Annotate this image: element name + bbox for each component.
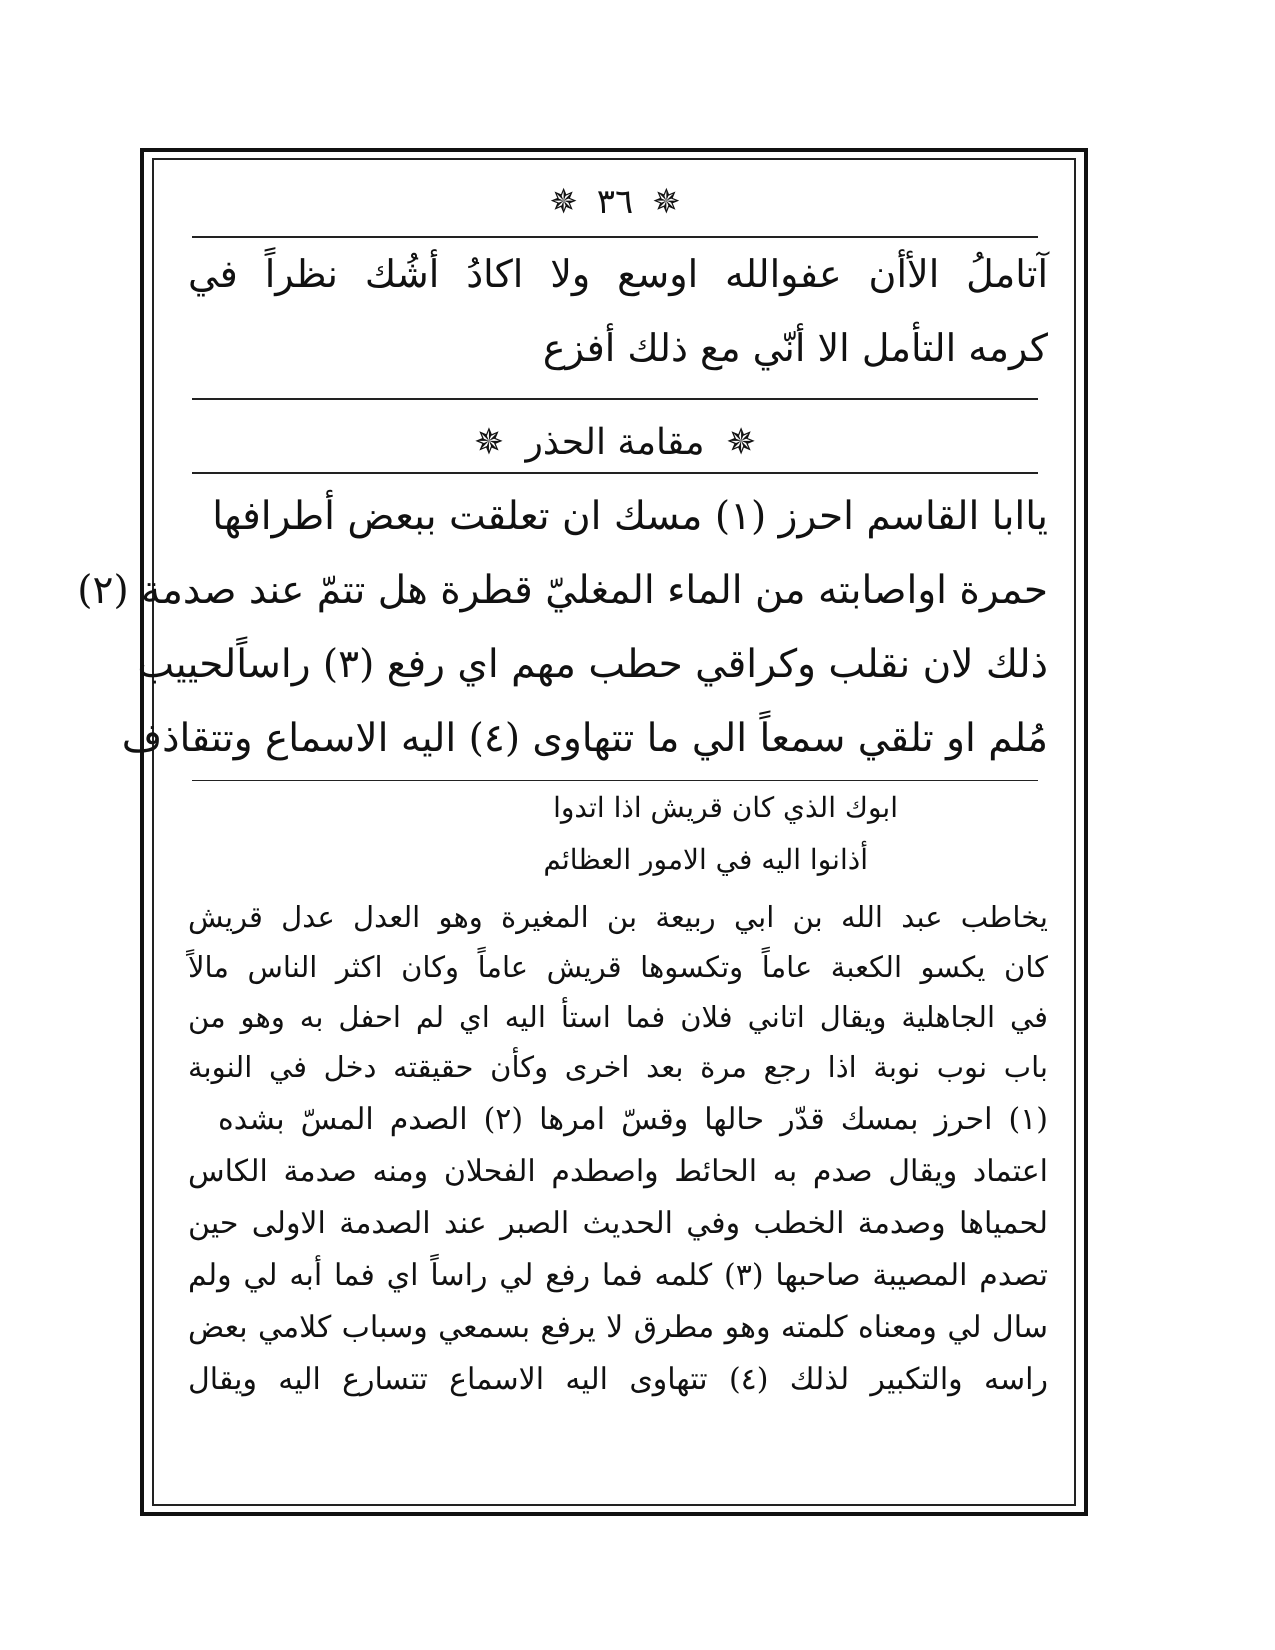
poem-line: ابوك الذي كان قريش اذا اتدوا xyxy=(553,791,898,824)
footnote-line: اعتماد ويقال صدم به الحائط واصطدم الفحلان ومنه صدمة الكاس xyxy=(188,1154,1048,1189)
divider xyxy=(192,236,1038,238)
section-heading xyxy=(182,418,1048,468)
commentary-line: يخاطب عبد الله بن ابي ربيعة بن المغيرة وهو العدل عدل قريش xyxy=(188,900,1048,934)
divider xyxy=(192,472,1038,474)
commentary-line: كان يكسو الكعبة عاماً وتكسوها قريش عاماً وكان اكثر الناس مالاً xyxy=(188,950,1048,984)
maqama-line: حمرة اواصابته من الماء المغليّ قطرة هل تتمّ عند صدمة (٢) xyxy=(77,568,1048,613)
page-content xyxy=(77,170,1048,1490)
maqama-line: ذلك لان نقلب وكراقي حطب مهم اي رفع (٣) راساًلحييب xyxy=(137,642,1048,687)
section-heading-text: مقامة الحذر xyxy=(525,422,705,463)
footnote-line: (١) احرز بمسك قدّر حالها وقسّ امرها (٢) الصدم المسّ بشده xyxy=(218,1102,1048,1137)
maqama-line: مُلم او تلقي سمعاً الي ما تتهاوى (٤) اليه الاسماع وتتقاذف xyxy=(121,716,1048,761)
page-number-header xyxy=(182,182,1048,222)
commentary-line: في الجاهلية ويقال اتاني فلان فما استأ اليه اي لم احفل به وهو من xyxy=(188,1000,1048,1034)
verse-line: كرمه التأمل الا أنّي مع ذلك أفزع xyxy=(542,326,1048,370)
page-number: ٣٦ xyxy=(596,182,634,222)
ornament-icon: ✵ xyxy=(725,422,757,463)
divider xyxy=(192,398,1038,400)
poem-line: أذانوا اليه في الامور العظائم xyxy=(543,843,868,876)
ornament-icon: ✵ xyxy=(549,182,578,222)
ornament-icon: ✵ xyxy=(473,422,505,463)
footnote-line: لحمياها وصدمة الخطب وفي الحديث الصبر عند الصدمة الاولى حين xyxy=(188,1206,1048,1241)
maqama-line: ياابا القاسم احرز (١) مسك ان تعلقت ببعض أطرافها xyxy=(212,494,1048,539)
commentary-line: باب نوب نوبة اذا رجع مرة بعد اخرى وكأن حقيقته دخل في النوبة xyxy=(188,1050,1048,1084)
verse-line: آتاملُ الأأن عفوالله اوسع ولا اكادُ أشُك نظراً في xyxy=(188,252,1048,296)
footnote-line: سال لي ومعناه كلمته وهو مطرق لا يرفع بسمعي وسباب كلامي بعض xyxy=(188,1310,1048,1345)
footnote-line: راسه والتكبير لذلك (٤) تتهاوى اليه الاسماع تتسارع اليه ويقال xyxy=(188,1362,1048,1397)
footnote-line: تصدم المصيبة صاحبها (٣) كلمه فما رفع لي راساً اي فما أبه لي ولم xyxy=(188,1258,1048,1293)
divider xyxy=(192,780,1038,781)
ornament-icon: ✵ xyxy=(652,182,681,222)
